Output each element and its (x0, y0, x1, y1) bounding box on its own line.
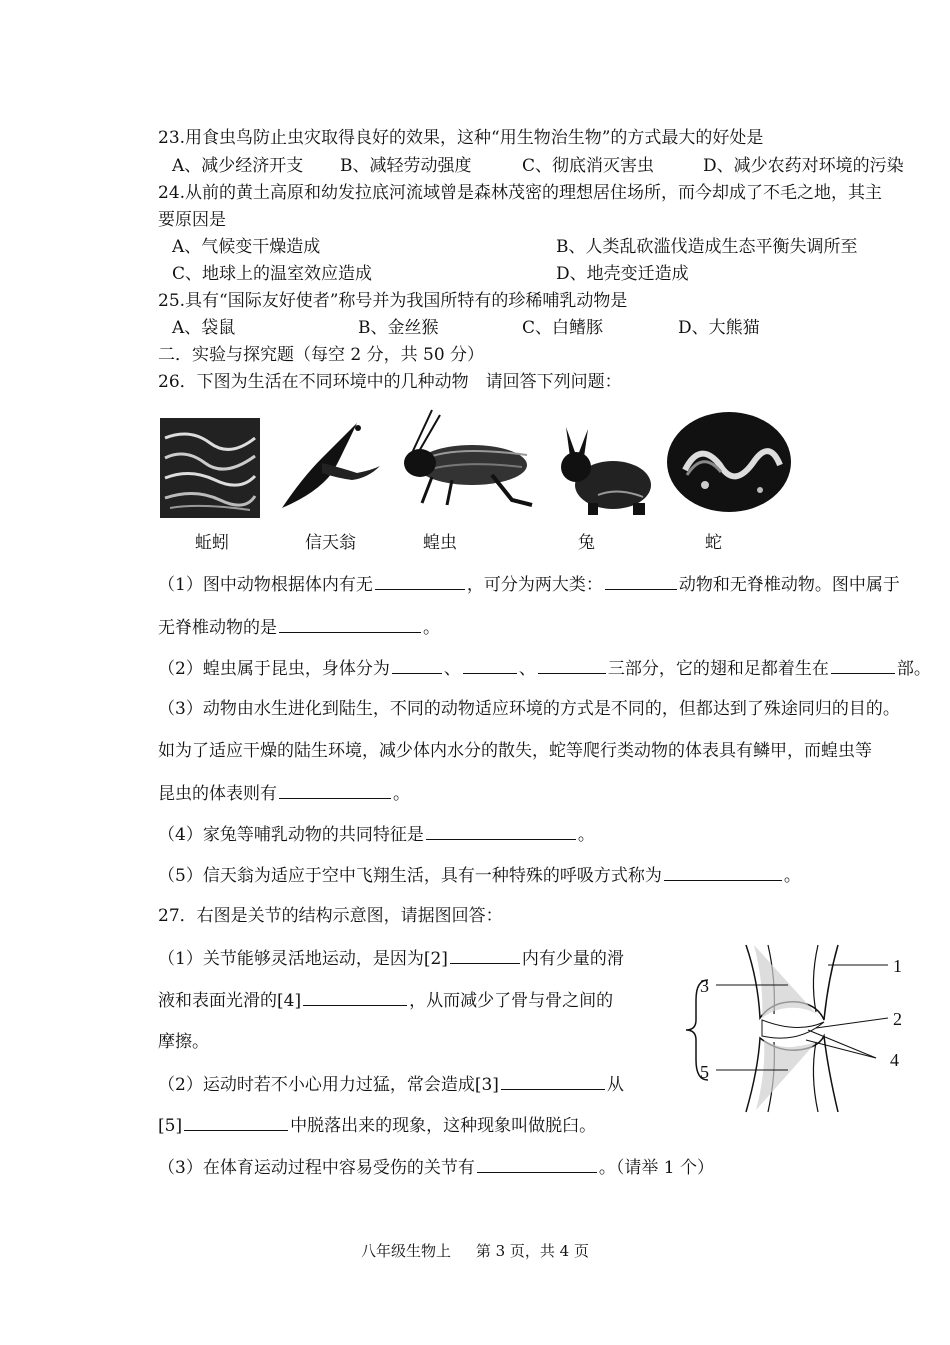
q25-option-a: A、袋鼠 (172, 318, 236, 338)
q26-p1-line1: （1）图中动物根据体内有无 ，可分为两大类： 动物和无脊椎动物。图中属于 (158, 575, 900, 595)
q23-stem: 23.用食虫鸟防止虫灾取得良好的效果，这种“用生物治生物”的方式最大的好处是 (158, 128, 764, 148)
joint-structure-diagram (678, 940, 918, 1118)
answer-blank[interactable] (450, 947, 520, 964)
answer-blank[interactable] (664, 864, 782, 881)
q25-option-b: B、金丝猴 (358, 318, 439, 338)
animal-label-albatross: 信天翁 (305, 533, 356, 553)
q24-stem-line2: 要原因是 (158, 210, 226, 230)
q26-stem: 26．下图为生活在不同环境中的几种动物 请回答下列问题： (158, 372, 622, 392)
q27-stem: 27．右图是关节的结构示意图，请据图回答： (158, 906, 503, 926)
diagram-label-5: 5 (700, 1062, 709, 1082)
answer-blank[interactable] (501, 1073, 605, 1090)
q23-option-d: D、减少农药对环境的污染 (703, 156, 904, 176)
rabbit-image (548, 425, 660, 517)
answer-blank[interactable] (392, 657, 442, 674)
answer-blank[interactable] (279, 616, 421, 633)
section-title: 二．实验与探究题（每空 2 分，共 50 分） (158, 345, 485, 365)
q24-stem-line1: 24.从前的黄土高原和幼发拉底河流域曾是森林茂密的理想居住场所，而今却成了不毛之地，其主 (158, 183, 883, 203)
q24-option-b: B、人类乱砍滥伐造成生态平衡失调所至 (556, 237, 858, 257)
earthworm-image (160, 418, 260, 518)
animal-label-snake: 蛇 (705, 533, 722, 553)
q24-option-a: A、气候变干燥造成 (172, 237, 321, 257)
answer-blank[interactable] (375, 573, 465, 590)
q23-option-c: C、彻底消灭害虫 (522, 156, 655, 176)
q25-stem: 25.具有“国际友好使者”称号并为我国所特有的珍稀哺乳动物是 (158, 291, 628, 311)
answer-blank[interactable] (605, 573, 677, 590)
footer-page-number: 第 3 页，共 4 页 (475, 1242, 589, 1260)
answer-blank[interactable] (184, 1114, 288, 1131)
answer-blank[interactable] (538, 657, 606, 674)
footer-course: 八年级生物上 (361, 1242, 452, 1260)
q23-option-b: B、减轻劳动强度 (340, 156, 472, 176)
q26-p2: （2）蝗虫属于昆虫，身体分为 、 、 三部分，它的翅和足都着生在 部。 (158, 659, 931, 679)
q24-option-c: C、地球上的温室效应造成 (172, 264, 373, 284)
diagram-label-2: 2 (893, 1009, 902, 1029)
q27-p2-line1: （2）运动时若不小心用力过猛，常会造成[3] 从 (158, 1075, 624, 1095)
diagram-label-4: 4 (890, 1050, 899, 1070)
albatross-image (272, 418, 384, 518)
page-footer (0, 1240, 950, 1261)
q27-p3: （3）在体育运动过程中容易受伤的关节有 。（请举 1 个） (158, 1158, 714, 1178)
diagram-label-1: 1 (893, 956, 902, 976)
diagram-label-3: 3 (700, 976, 709, 996)
q26-p4: （4）家兔等哺乳动物的共同特征是 。 (158, 825, 595, 845)
q26-p5: （5）信天翁为适应于空中飞翔生活，具有一种特殊的呼吸方式称为 。 (158, 866, 801, 886)
q27-p1-line2: 液和表面光滑的[4] ，从而减少了骨与骨之间的 (158, 991, 614, 1011)
answer-blank[interactable] (426, 823, 576, 840)
q26-p3-line3: 昆虫的体表则有 。 (158, 784, 410, 804)
q26-p3-line1: （3）动物由水生进化到陆生，不同的动物适应环境的方式是不同的，但都达到了殊途同归的目的。 (158, 699, 900, 719)
q26-p1-line2: 无脊椎动物的是 。 (158, 618, 440, 638)
answer-blank[interactable] (831, 657, 895, 674)
answer-blank[interactable] (463, 657, 517, 674)
q27-p1-line1: （1）关节能够灵活地运动，是因为[2] 内有少量的滑 (158, 949, 624, 969)
answer-blank[interactable] (279, 782, 391, 799)
answer-blank[interactable] (477, 1156, 597, 1173)
animal-label-locust: 蝗虫 (423, 533, 457, 553)
q27-p2-line2: [5] 中脱落出来的现象，这种现象叫做脱臼。 (158, 1116, 597, 1136)
q23-option-a: A、减少经济开支 (172, 156, 304, 176)
q27-p1-line3: 摩擦。 (158, 1032, 209, 1052)
animal-label-rabbit: 兔 (578, 533, 595, 553)
q24-option-d: D、地壳变迁造成 (556, 264, 689, 284)
snake-image (665, 410, 793, 515)
q25-option-d: D、大熊猫 (678, 318, 760, 338)
locust-image (392, 405, 542, 517)
answer-blank[interactable] (303, 989, 407, 1006)
q26-p3-line2: 如为了适应干燥的陆生环境，减少体内水分的散失，蛇等爬行类动物的体表具有鳞甲，而蝗虫等 (158, 741, 872, 761)
animal-label-earthworm: 蚯蚓 (195, 533, 229, 553)
q25-option-c: C、白鳍豚 (522, 318, 604, 338)
